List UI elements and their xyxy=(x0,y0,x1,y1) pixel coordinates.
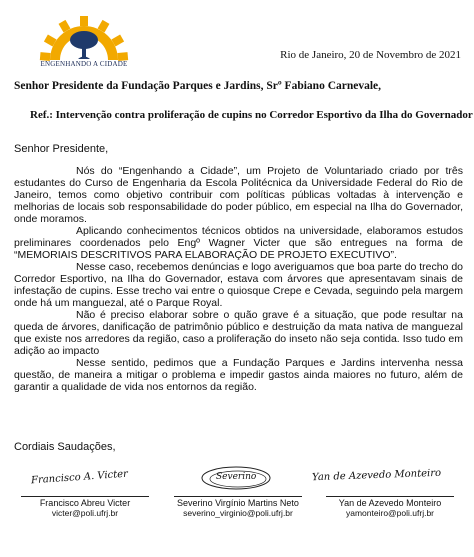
paragraph: Nesse caso, recebemos denúncias e logo averiguamos que boa parte do trecho do Corredor Esportivo, na Ilha do Governador, estava com árvores que apresentavam sinais de infestação de cupins. Esse trecho vai entre o quiosque Crepe e Cevada, seguindo pela margem onde há um manguezal, até o Parque Royal. xyxy=(14,261,463,309)
paragraph: Não é preciso elaborar sobre o quão grave é a situação, que pode resultar na queda de árvores, danificação de patrimônio público e destruição da mata nativa de manguezal que existe nos arredores da região, caso a proliferação do inseto não seja contida. Isso tudo em adição ao impacto xyxy=(14,309,463,357)
signatory-block xyxy=(5,460,165,518)
logo xyxy=(28,4,140,72)
recipient-line: Senhor Presidente da Fundação Parques e Jardins, Srº Fabiano Carnevale, xyxy=(14,80,382,92)
paragraph: Aplicando conhecimentos técnicos obtidos na universidade, elaboramos estudos preliminares coordenados pelo Engº Wagner Victer que são entregues na forma de “MEMORIAIS DESCRITIVOS PARA ELABORAÇÃO DE PROJETO EXECUTIVO”. xyxy=(14,225,463,261)
signatory-name: Francisco Abreu Victer xyxy=(39,498,131,508)
handwritten-signature xyxy=(158,460,318,496)
signature-line xyxy=(174,496,302,497)
paragraph: Nós do “Engenhando a Cidade”, um Projeto de Voluntariado criado por três estudantes do Curso de Engenharia da Escola Politécnica da Universidade Federal do Rio de Janeiro, temos como objetivo contribuir com políticas públicas voltadas à intervenção e melhorias de locais sob responsabilidade do poder público, em especial na Ilha do Governador, onde moramos. xyxy=(14,165,463,225)
signatory-name: Severino Virgínio Martins Neto xyxy=(177,498,299,508)
signature-scribble: Severino xyxy=(216,472,257,482)
signature-line xyxy=(326,496,454,497)
logo-caption: ENGENHANDO A CIDADE xyxy=(40,60,128,68)
signature-scribble: Francisco A. Victer xyxy=(30,468,129,487)
signature-scribble: Yan de Azevedo Monteiro xyxy=(311,467,442,484)
signatory-email: severino_virginio@poli.ufrj.br xyxy=(183,508,293,518)
gear-tree-logo-icon xyxy=(28,4,140,62)
signatory-name: Yan de Azevedo Monteiro xyxy=(338,498,442,508)
closing: Cordiais Saudações, xyxy=(14,441,116,453)
salutation: Senhor Presidente, xyxy=(14,143,109,155)
date-line: Rio de Janeiro, 20 de Novembro de 2021 xyxy=(280,49,461,61)
signature-area xyxy=(0,460,474,520)
signatory-email: yamonteiro@poli.ufrj.br xyxy=(346,508,434,518)
signatory-block xyxy=(158,460,318,518)
handwritten-signature xyxy=(310,460,470,496)
signatory-block xyxy=(310,460,470,518)
paragraph: Nesse sentido, pedimos que a Fundação Parques e Jardins intervenha nessa questão, de maneira a mitigar o problema e impedir gastos ainda maiores no futuro, além de garantir a qualidade de vida nos entornos da região. xyxy=(14,357,463,393)
letter-body xyxy=(14,165,463,393)
reference-line: Ref.: Intervenção contra proliferação de cupins no Corredor Esportivo da Ilha do Governador xyxy=(30,109,473,121)
signature-line xyxy=(21,496,149,497)
handwritten-signature xyxy=(5,460,165,496)
signatory-email: victer@poli.ufrj.br xyxy=(51,508,119,518)
